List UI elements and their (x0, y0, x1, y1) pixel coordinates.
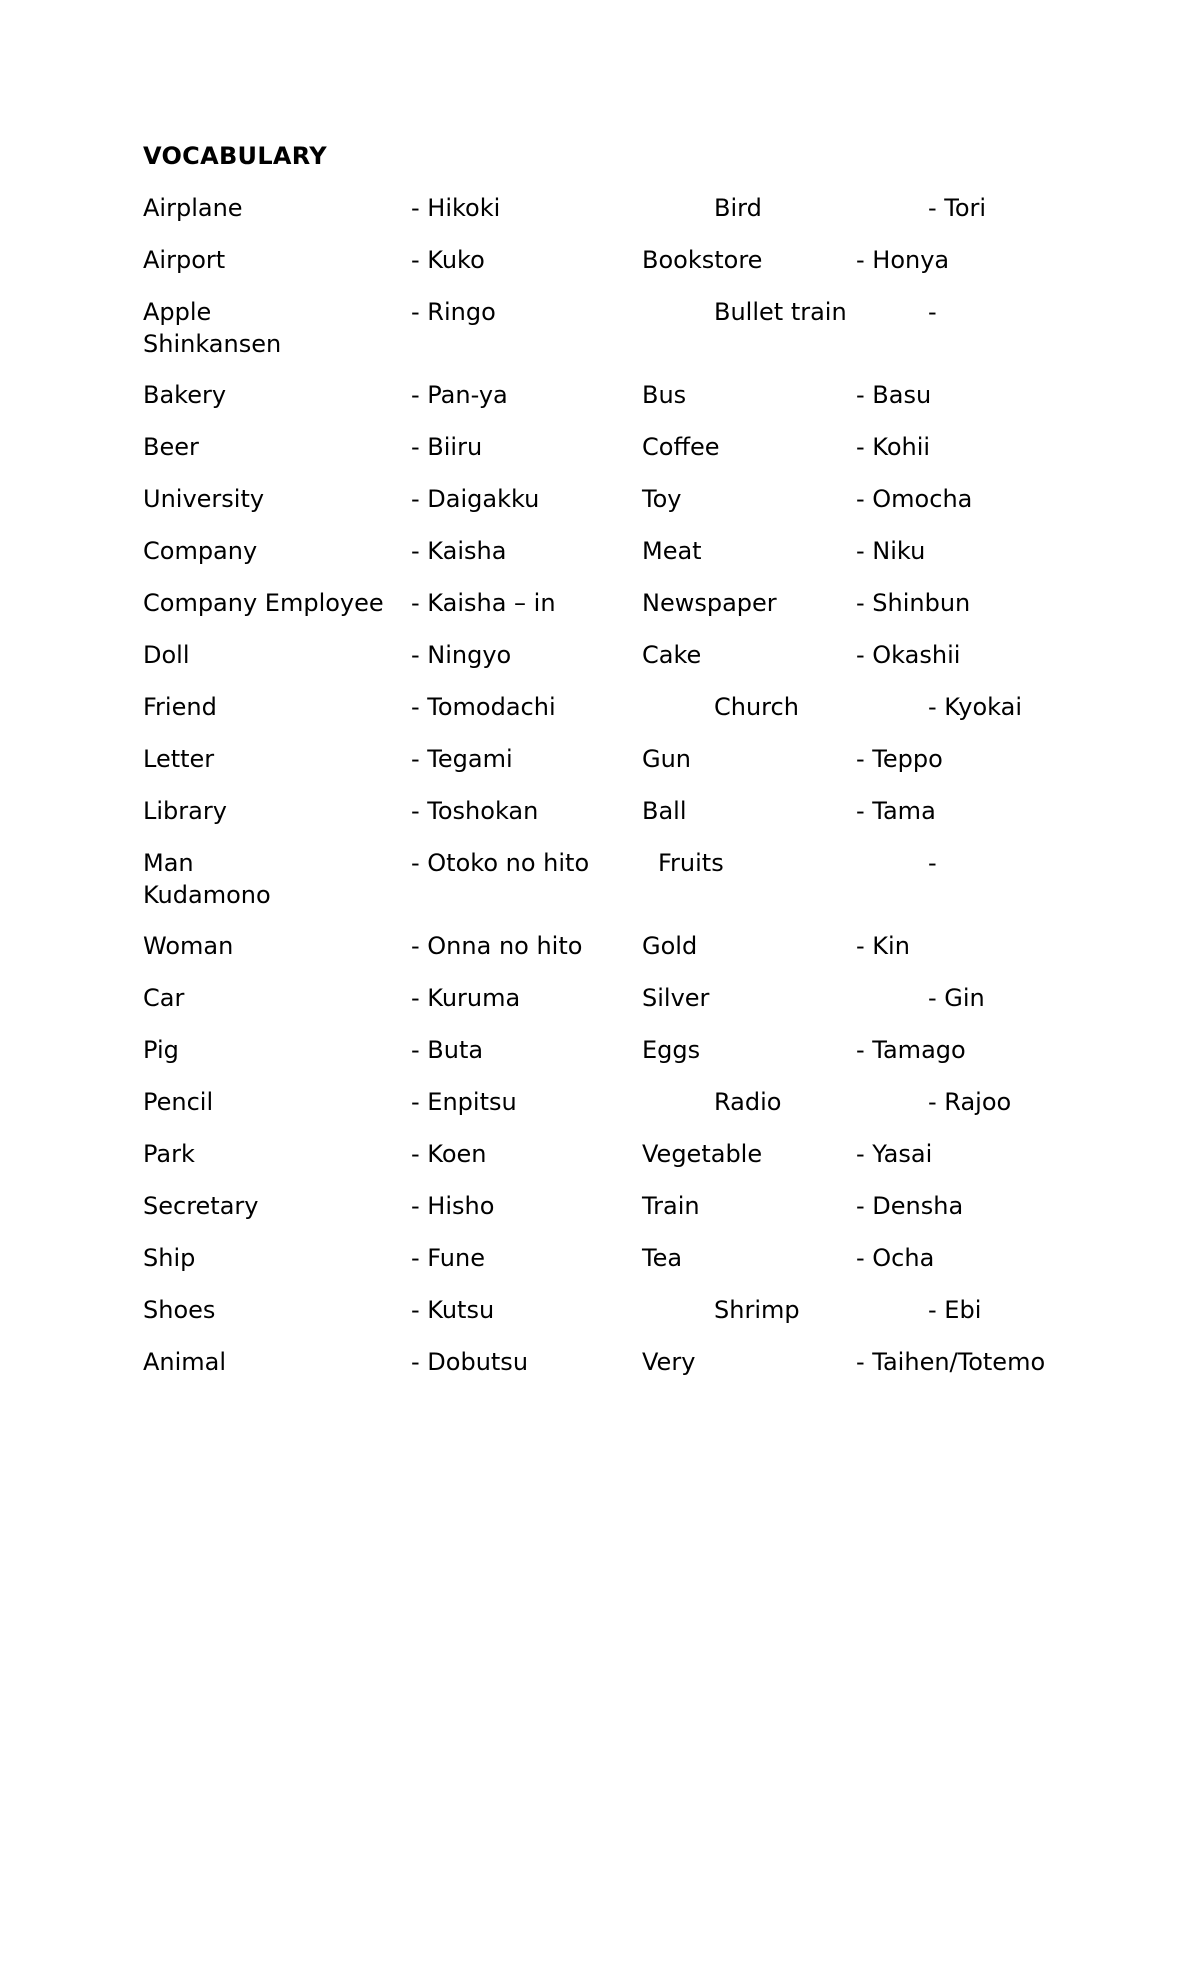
japanese-word-2: - Gin (928, 984, 985, 1012)
japanese-word-1: - Hisho (411, 1192, 495, 1220)
japanese-word-2: - Honya (856, 246, 950, 274)
wrapped-japanese-word: Kudamono (143, 881, 271, 909)
vocab-row (0, 296, 1200, 328)
japanese-word-1: - Hikoki (411, 194, 501, 222)
vocab-row (0, 639, 1200, 671)
english-word-1: Bakery (143, 381, 227, 409)
english-word-2: Bookstore (642, 246, 763, 274)
japanese-word-1: - Tegami (411, 745, 513, 773)
english-word-1: Man (143, 849, 194, 877)
japanese-word-1: - Fune (411, 1244, 485, 1272)
japanese-word-1: - Otoko no hito (411, 849, 590, 877)
english-word-1: University (143, 485, 265, 513)
japanese-word-2: - Basu (856, 381, 932, 409)
japanese-word-1: - Enpitsu (411, 1088, 517, 1116)
japanese-word-2: - Niku (856, 537, 926, 565)
vocab-row (0, 982, 1200, 1014)
english-word-1: Company (143, 537, 258, 565)
japanese-word-1: - Kutsu (411, 1296, 495, 1324)
english-word-2: Church (714, 693, 799, 721)
english-word-2: Fruits (658, 849, 724, 877)
english-word-1: Beer (143, 433, 199, 461)
english-word-2: Silver (642, 984, 710, 1012)
english-word-1: Shoes (143, 1296, 216, 1324)
japanese-word-1: - Pan-ya (411, 381, 508, 409)
vocab-row (0, 1190, 1200, 1222)
japanese-word-1: - Ringo (411, 298, 496, 326)
english-word-2: Bus (642, 381, 687, 409)
english-word-1: Animal (143, 1348, 227, 1376)
japanese-word-1: - Ningyo (411, 641, 512, 669)
english-word-1: Ship (143, 1244, 196, 1272)
english-word-1: Company Employee (143, 589, 384, 617)
page-heading: VOCABULARY (143, 142, 327, 170)
japanese-word-2: - Kin (856, 932, 910, 960)
japanese-word-2: - (928, 849, 937, 877)
english-word-2: Shrimp (714, 1296, 800, 1324)
japanese-word-2: - Kyokai (928, 693, 1023, 721)
japanese-word-1: - Kaisha – in (411, 589, 556, 617)
english-word-1: Airport (143, 246, 226, 274)
vocab-row (0, 587, 1200, 619)
japanese-word-2: - Taihen/Totemo (856, 1348, 1046, 1376)
vocab-row (0, 847, 1200, 879)
vocab-row (0, 691, 1200, 723)
english-word-1: Apple (143, 298, 212, 326)
english-word-1: Park (143, 1140, 195, 1168)
vocab-row (0, 192, 1200, 224)
wrapped-japanese-word: Shinkansen (143, 330, 282, 358)
japanese-word-1: - Daigakku (411, 485, 540, 513)
english-word-2: Newspaper (642, 589, 777, 617)
english-word-1: Library (143, 797, 227, 825)
english-word-2: Radio (714, 1088, 782, 1116)
japanese-word-1: - Tomodachi (411, 693, 556, 721)
vocab-row (0, 244, 1200, 276)
english-word-2: Vegetable (642, 1140, 763, 1168)
vocab-row (0, 1242, 1200, 1274)
english-word-1: Letter (143, 745, 215, 773)
vocab-row (0, 1138, 1200, 1170)
japanese-word-2: - Rajoo (928, 1088, 1012, 1116)
japanese-word-2: - Tamago (856, 1036, 966, 1064)
english-word-1: Friend (143, 693, 217, 721)
vocab-row (0, 930, 1200, 962)
vocab-row (0, 535, 1200, 567)
english-word-1: Pig (143, 1036, 179, 1064)
english-word-2: Cake (642, 641, 702, 669)
japanese-word-2: - Omocha (856, 485, 973, 513)
vocab-row (0, 431, 1200, 463)
japanese-word-1: - Kuruma (411, 984, 521, 1012)
english-word-1: Airplane (143, 194, 243, 222)
japanese-word-1: - Onna no hito (411, 932, 583, 960)
japanese-word-2: - Tama (856, 797, 936, 825)
english-word-2: Very (642, 1348, 696, 1376)
english-word-1: Secretary (143, 1192, 259, 1220)
english-word-2: Eggs (642, 1036, 701, 1064)
japanese-word-2: - (928, 298, 937, 326)
japanese-word-2: - Densha (856, 1192, 964, 1220)
japanese-word-2: - Okashii (856, 641, 961, 669)
english-word-2: Meat (642, 537, 702, 565)
japanese-word-1: - Buta (411, 1036, 484, 1064)
english-word-1: Doll (143, 641, 190, 669)
japanese-word-1: - Kaisha (411, 537, 507, 565)
english-word-2: Bullet train (714, 298, 847, 326)
vocab-row (0, 795, 1200, 827)
english-word-2: Ball (642, 797, 687, 825)
japanese-word-1: - Biiru (411, 433, 483, 461)
english-word-2: Toy (642, 485, 682, 513)
english-word-2: Coffee (642, 433, 720, 461)
vocab-row (0, 743, 1200, 775)
japanese-word-2: - Kohii (856, 433, 931, 461)
vocab-row (0, 1034, 1200, 1066)
english-word-2: Gun (642, 745, 692, 773)
japanese-word-2: - Shinbun (856, 589, 971, 617)
english-word-1: Woman (143, 932, 234, 960)
japanese-word-2: - Teppo (856, 745, 943, 773)
english-word-1: Car (143, 984, 185, 1012)
vocab-row (0, 379, 1200, 411)
english-word-2: Bird (714, 194, 762, 222)
japanese-word-2: - Tori (928, 194, 987, 222)
english-word-2: Train (642, 1192, 700, 1220)
japanese-word-1: - Kuko (411, 246, 485, 274)
vocab-row (0, 483, 1200, 515)
japanese-word-2: - Yasai (856, 1140, 933, 1168)
japanese-word-1: - Dobutsu (411, 1348, 529, 1376)
english-word-2: Gold (642, 932, 698, 960)
japanese-word-2: - Ebi (928, 1296, 982, 1324)
vocab-row (0, 1294, 1200, 1326)
vocab-row (0, 1086, 1200, 1118)
english-word-1: Pencil (143, 1088, 214, 1116)
english-word-2: Tea (642, 1244, 683, 1272)
japanese-word-1: - Koen (411, 1140, 487, 1168)
japanese-word-1: - Toshokan (411, 797, 539, 825)
vocab-row (0, 1346, 1200, 1378)
japanese-word-2: - Ocha (856, 1244, 935, 1272)
